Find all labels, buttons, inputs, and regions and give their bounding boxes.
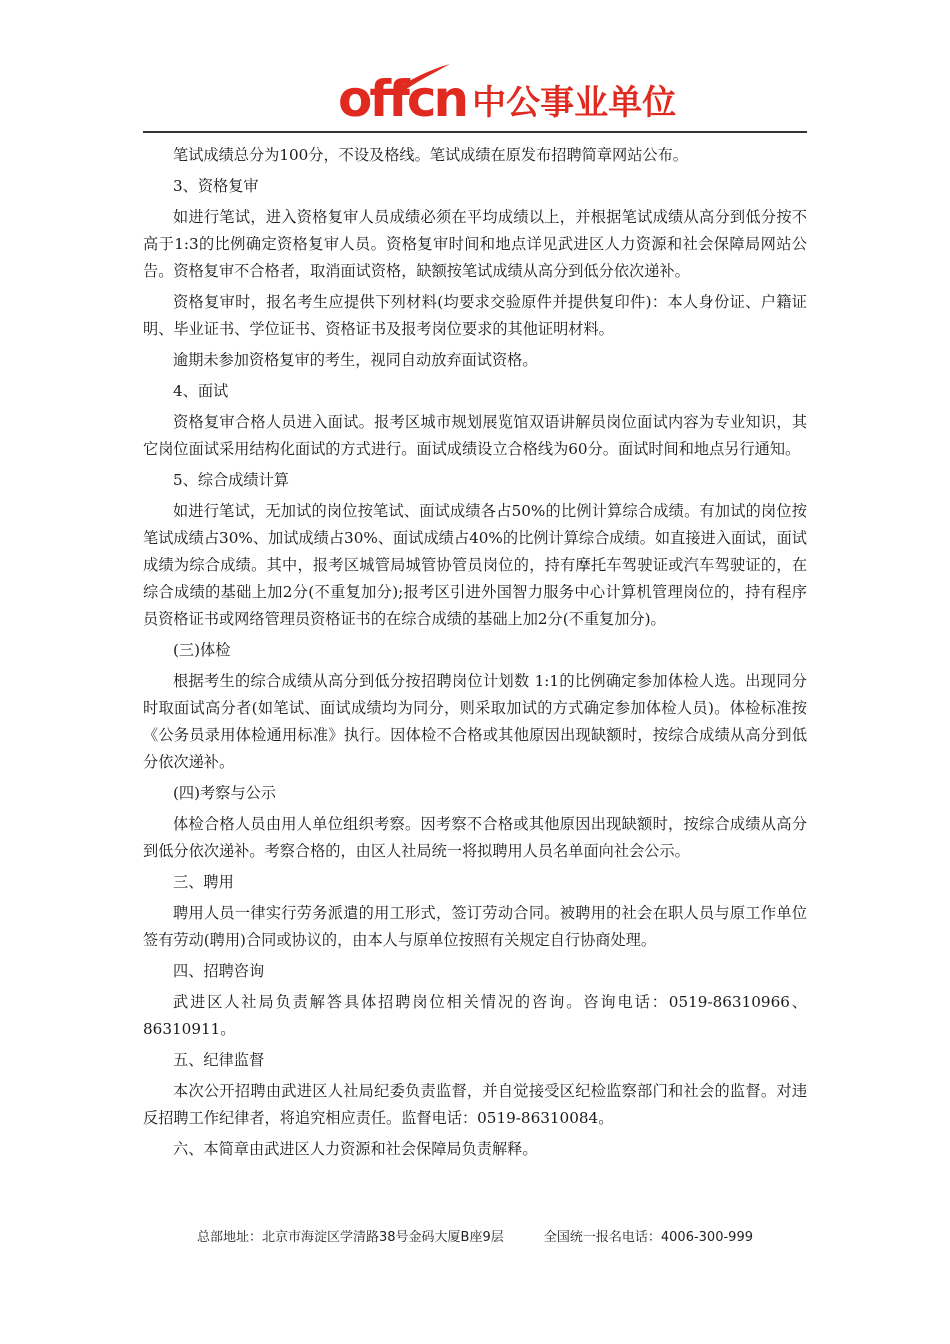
paragraph: 如进行笔试，进入资格复审人员成绩必须在平均成绩以上，并根据笔试成绩从高分到低分按不高于1:3的比例确定资格复审人员。资格复审时间和地点详见武进区人力资源和社会保障局网站公告。资格复审不合格者，取消面试资格，缺额按笔试成绩从高分到低分依次递补。 [143, 208, 807, 280]
paragraph: 资格复审合格人员进入面试。报考区城市规划展览馆双语讲解员岗位面试内容为专业知识，其它岗位面试采用结构化面试的方式进行。面试成绩设立合格线为60分。面试时间和地点另行通知。 [143, 413, 807, 458]
paragraph: 逾期未参加资格复审的考生，视同自动放弃面试资格。 [173, 351, 538, 369]
paragraph: 六、本简章由武进区人力资源和社会保障局负责解释。 [173, 1140, 538, 1158]
logo-swoosh-icon [392, 62, 452, 92]
paragraph: 资格复审时，报名考生应提供下列材料(均要求交验原件并提供复印件)：本人身份证、户籍证明、毕业证书、学位证书、资格证书及报考岗位要求的其他证明材料。 [143, 293, 807, 338]
document-body [143, 142, 807, 1167]
section-heading: 3、资格复审 [173, 177, 259, 195]
paragraph: 如进行笔试，无加试的岗位按笔试、面试成绩各占50%的比例计算综合成绩。有加试的岗位按笔试成绩占30%、加试成绩占30%、面试成绩占40%的比例计算综合成绩。如直接进入面试，面试成绩为综合成绩。其中，报考区城管局城管协管员岗位的，持有摩托车驾驶证或汽车驾驶证的，在综合成绩的基础上加2分(不重复加分);报考区引进外国智力服务中心计算机管理岗位的，持有程序员资格证书或网络管理员资格证书的在综合成绩的基础上加2分(不重复加分)。 [143, 502, 807, 628]
header-divider [143, 131, 807, 133]
footer-address: 总部地址：北京市海淀区学清路38号金码大厦B座9层 [197, 1230, 504, 1245]
section-heading: (三)体检 [173, 641, 231, 659]
section-heading: 五、纪律监督 [173, 1051, 265, 1069]
section-heading: (四)考察与公示 [173, 784, 276, 802]
paragraph: 聘用人员一律实行劳务派遣的用工形式，签订劳动合同。被聘用的社会在职人员与原工作单位签有劳动(聘用)合同或协议的，由本人与原单位按照有关规定自行协商处理。 [143, 904, 807, 949]
section-heading: 5、综合成绩计算 [173, 471, 289, 489]
offcn-logo [338, 62, 677, 128]
paragraph: 根据考生的综合成绩从高分到低分按招聘岗位计划数 1:1的比例确定参加体检人选。出现同分时取面试高分者(如笔试、面试成绩均为同分，则采取加试的方式确定参加体检人员)。体检标准按《公务员录用体检通用标准》执行。因体检不合格或其他原因出现缺额时，按综合成绩从高分到低分依次递补。 [143, 672, 807, 771]
logo-chinese-text: 中公事业单位 [472, 83, 677, 123]
paragraph: 武进区人社局负责解答具体招聘岗位相关情况的咨询。咨询电话：0519-86310966、86310911。 [143, 993, 807, 1038]
page-footer [0, 1226, 950, 1245]
paragraph: 笔试成绩总分为100分，不设及格线。笔试成绩在原发布招聘简章网站公布。 [173, 146, 688, 164]
section-heading: 三、聘用 [173, 873, 234, 891]
section-heading: 4、面试 [173, 382, 229, 400]
paragraph: 本次公开招聘由武进区人社局纪委负责监督，并自觉接受区纪检监察部门和社会的监督。对违反招聘工作纪律者，将追究相应责任。监督电话：0519-86310084。 [143, 1082, 807, 1127]
page-header [0, 0, 950, 130]
footer-phone: 全国统一报名电话：4006-300-999 [543, 1230, 753, 1245]
paragraph: 体检合格人员由用人单位组织考察。因考察不合格或其他原因出现缺额时，按综合成绩从高分到低分依次递补。考察合格的，由区人社局统一将拟聘用人员名单面向社会公示。 [143, 815, 807, 860]
section-heading: 四、招聘咨询 [173, 962, 265, 980]
logo-latin-text: offcn [338, 70, 467, 128]
